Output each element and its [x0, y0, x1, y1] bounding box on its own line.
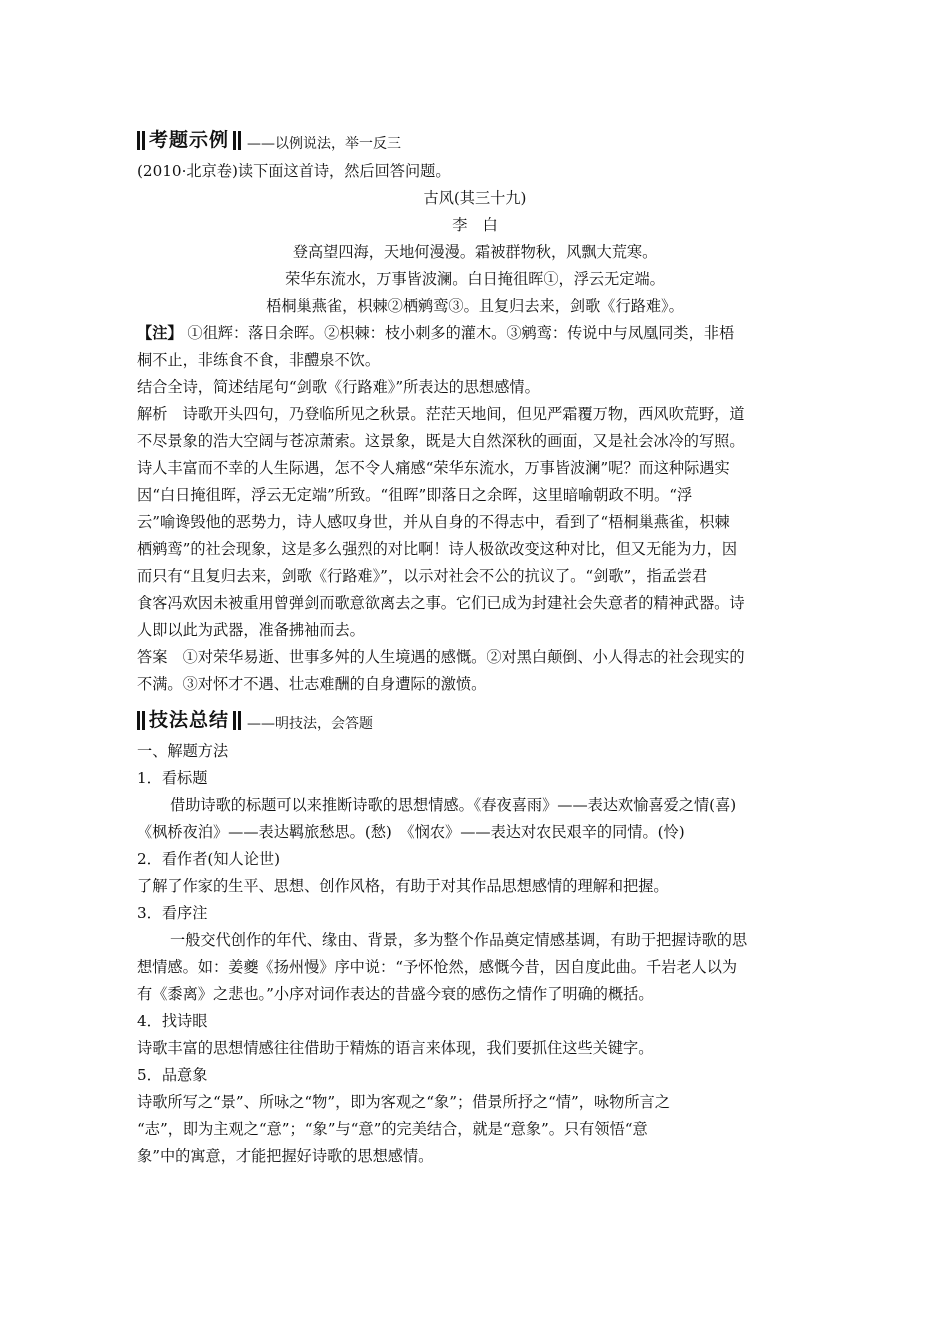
- poem-title: 古风(其三十九): [423, 189, 527, 207]
- method-title: 4．找诗眼: [137, 1012, 208, 1030]
- answer-line: 不满。③对怀才不遇、壮志难酬的自身遭际的激愤。: [137, 675, 487, 693]
- method-text: 《枫桥夜泊》——表达羁旅愁思。(愁) 《悯农》——表达对农民艰辛的同情。(怜): [137, 823, 685, 841]
- methods-heading: 一、解题方法: [137, 742, 229, 760]
- analysis-line: 食客冯欢因未被重用曾弹剑而歌意欲离去之事。它们已成为封建社会失意者的精神武器。诗: [137, 594, 745, 612]
- method-text: 诗歌丰富的思想情感往往借助于精炼的语言来体现，我们要抓住这些关键字。: [137, 1039, 654, 1057]
- analysis-line: 云”喻谗毁他的恶势力，诗人感叹身世，并从自身的不得志中，看到了“梧桐巢燕雀，枳棘: [137, 513, 730, 531]
- method-text: 象”中的寓意，才能把握好诗歌的思想感情。: [137, 1147, 434, 1165]
- double-bar-icon: [233, 711, 241, 730]
- poem-line: 登高望四海，天地何漫漫。霜被群物秋，风飘大荒寒。: [292, 243, 658, 261]
- note-text: ①徂辉：落日余晖。②枳棘：枝小刺多的灌木。③鹓鸾：传说中与凤凰同类，非梧: [182, 324, 735, 342]
- section-title: 考题示例: [149, 128, 230, 151]
- analysis-line: 解析 诗歌开头四句，乃登临所见之秋景。茫茫天地间，但见严霜覆万物，西风吹荒野，道: [137, 405, 745, 423]
- analysis-line: 人即以此为武器，准备拂袖而去。: [137, 621, 365, 639]
- double-bar-icon: [137, 711, 145, 730]
- method-text: “志”，即为主观之“意”；“象”与“意”的完美结合，就是“意象”。只有领悟“意: [137, 1120, 648, 1138]
- double-bar-icon: [137, 131, 145, 150]
- analysis-line: 诗人丰富而不幸的人生际遇，怎不令人痛感“荣华东流水，万事皆波澜”呢？而这种际遇实: [137, 459, 730, 477]
- poem-line: 梧桐巢燕雀，枳棘②栖鹓鸾③。且复归去来，剑歌《行路难》。: [266, 297, 684, 315]
- analysis-line: 栖鹓鸾”的社会现象，这是多么强烈的对比啊！诗人极欲改变这种对比，但又无能为力，因: [137, 540, 738, 558]
- method-text: 借助诗歌的标题可以来推断诗歌的思想情感。《春夜喜雨》——表达欢愉喜爱之情(喜): [170, 796, 737, 814]
- method-text: 有《黍离》之悲也。”小序对词作表达的昔盛今衰的感伤之情作了明确的概括。: [137, 985, 654, 1003]
- section-title: 技法总结: [149, 708, 230, 731]
- note-line: 桐不止，非练食不食，非醴泉不饮。: [137, 351, 380, 369]
- answer-line: 答案 ①对荣华易逝、世事多舛的人生境遇的感慨。②对黑白颠倒、小人得志的社会现实的: [137, 648, 745, 666]
- method-title: 2．看作者(知人论世): [137, 850, 281, 868]
- double-bar-icon: [233, 131, 241, 150]
- section-header-examples: [137, 122, 813, 158]
- method-title: 1．看标题: [137, 769, 208, 787]
- method-text: 诗歌所写之“景”、所咏之“物”，即为客观之“象”；借景所抒之“情”，咏物所言之: [137, 1093, 670, 1111]
- analysis-line: 因“白日掩徂晖，浮云无定端”所致。“徂晖”即落日之余晖，这里暗喻朝政不明。“浮: [137, 486, 693, 504]
- section-header-techniques: [137, 702, 813, 738]
- document-page: [137, 122, 813, 1170]
- question-text: 结合全诗，简述结尾句“剑歌《行路难》”所表达的思想感情。: [137, 378, 540, 396]
- analysis-line: 而只有“且复归去来，剑歌《行路难》”，以示对社会不公的抗议了。“剑歌”，指孟尝君: [137, 567, 708, 585]
- question-intro: (2010·北京卷)读下面这首诗，然后回答问题。: [137, 162, 451, 180]
- method-text: 了解了作家的生平、思想、创作风格，有助于对其作品思想感情的理解和把握。: [137, 877, 669, 895]
- analysis-line: 不尽景象的浩大空阔与苍凉萧索。这景象，既是大自然深秋的画面，又是社会冰冷的写照。: [137, 432, 745, 450]
- poem-author: 李 白: [452, 216, 498, 234]
- method-text: 想情感。如：姜夔《扬州慢》序中说：“予怀怆然，感慨今昔，因自度此曲。千岩老人以为: [137, 958, 738, 976]
- method-text: 一般交代创作的年代、缘由、背景，多为整个作品奠定情感基调，有助于把握诗歌的思: [170, 931, 748, 949]
- section-subtitle: ——明技法，会答题: [247, 715, 374, 732]
- note-label: 【注】: [137, 324, 183, 342]
- section-subtitle: ——以例说法，举一反三: [247, 135, 402, 152]
- poem-line: 荣华东流水，万事皆波澜。白日掩徂晖①，浮云无定端。: [285, 270, 665, 288]
- note-line: [137, 320, 813, 347]
- method-title: 3．看序注: [137, 904, 208, 922]
- method-title: 5．品意象: [137, 1066, 208, 1084]
